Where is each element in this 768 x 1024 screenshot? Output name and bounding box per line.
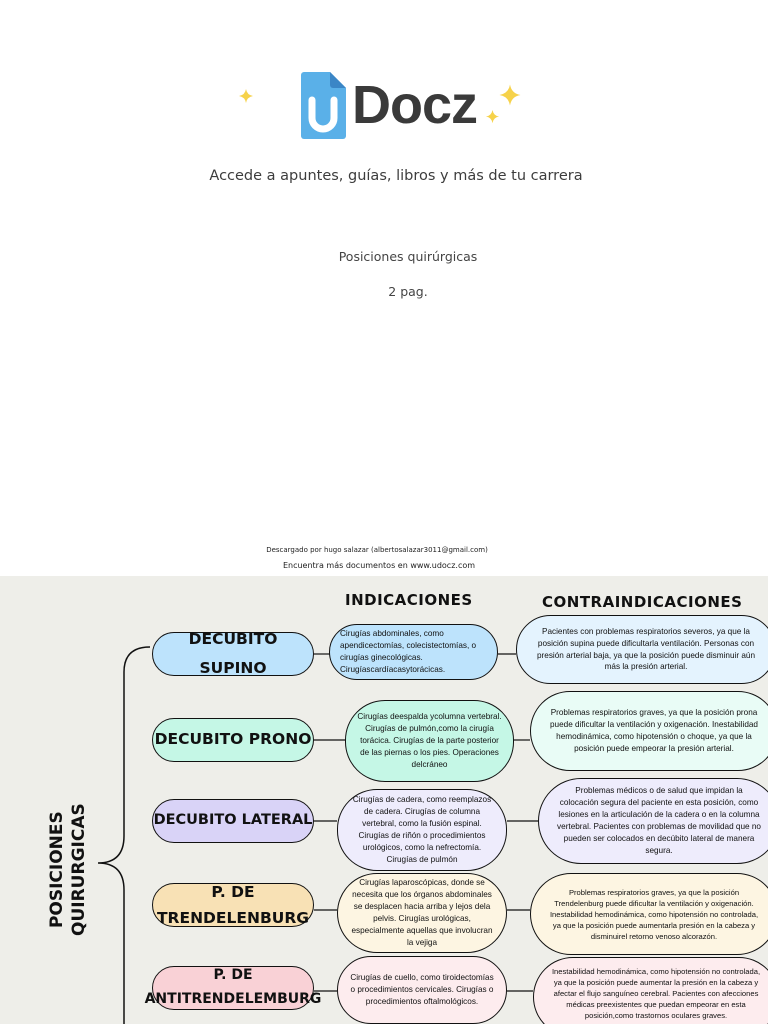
page-count: 2 pag. [388, 284, 428, 299]
document-icon [300, 70, 348, 140]
root-label [46, 803, 90, 936]
sparkle-icon [238, 88, 254, 104]
position-antitrendelenburg[interactable]: P. DE ANTITRENDELEMBURG [152, 966, 314, 1010]
contraindications-prono: Problemas respiratorios graves, ya que la posición prona puede dificultar la ventilación y oxigenación. Inestabilidad hemodinámica, como hipotensión o choque, ya que la posición puede empeorar la presión arterial. [530, 691, 768, 771]
indications-trendelenburg: Cirugías laparoscópicas, donde se necesita que los órganos abdominales se desplacen hacia arriba y lejos dela pelvis. Cirugías urológicas, especialmente aquellas que involucran la vejiga [337, 873, 507, 953]
contraindications-supino: Pacientes con problemas respiratorios severos, ya que la posición supina puede dificultarla ventilación. Personas con presión arterial baja, ya que la posición puede disminuir aún más la presión arterial. [516, 615, 768, 684]
indications-prono: Cirugías deespalda ycolumna vertebral. Cirugías de pulmón,como la cirugía torácica. Cirugías de la parte posterior de las piernas o los pies. Operaciones delcráneo [345, 700, 514, 782]
position-decubito-lateral[interactable]: DECUBITO LATERAL [152, 799, 314, 843]
contraindications-trendelenburg: Problemas respiratorios graves, ya que la posición Trendelenburg puede dificultar la ventilación y oxigenación. Inestabilidad hemodinámica, como hipotensión no controlada, ya que la posición puede aumentarla presión en la cabeza y disminuirel retorno venoso alcorazón. [530, 873, 768, 955]
sparkle-icon [485, 109, 500, 124]
position-trendelenburg[interactable]: P. DE TRENDELENBURG [152, 883, 314, 927]
document-title[interactable]: Posiciones quirúrgicas [338, 249, 478, 264]
indications-lateral: Cirugías de cadera, como reemplazos de cadera. Cirugías de columna vertebral, como la fusión espinal. Cirugías de riñón o procedimientos urológicos, como la nefrectomía. Cirugías de pulmón [337, 789, 507, 871]
contraindications-antitrendelenburg: Inestabilidad hemodinámica, como hipotensión no controlada, ya que la posición puede aumentar la presión en la cabeza y afectar el flujo sanguíneo cerebral. Pacientes con afecciones médicas preexistentes que puedan empeorar en esta posición,como trastornos oculares graves. [533, 957, 768, 1024]
logo-wordmark: Docz [352, 75, 478, 135]
contraindications-header: CONTRAINDICACIONES [542, 593, 743, 611]
root-label-line: POSICIONES [47, 811, 67, 929]
more-documents-link[interactable]: Encuentra más documentos en www.udocz.com [282, 561, 476, 570]
position-decubito-supino[interactable]: DECUBITO SUPINO [152, 632, 314, 676]
position-decubito-prono[interactable]: DECUBITO PRONO [152, 718, 314, 762]
download-note: Descargado por hugo salazar (albertosalazar3011@gmail.com) [266, 546, 488, 554]
concept-map [0, 576, 768, 1024]
indications-supino: Cirugías abdominales, como apendicectomías, colecistectomías, o cirugías ginecológicas. Cirugíascardíacasytorácicas. [329, 624, 498, 680]
root-label-line: QUIRURGICAS [69, 803, 89, 936]
udocz-logo[interactable] [300, 70, 477, 140]
indications-header: INDICACIONES [345, 591, 473, 609]
sparkle-icon [498, 83, 522, 107]
indications-antitrendelenburg: Cirugías de cuello, como tiroidectomías o procedimientos cervicales. Cirugías o procedimientos oftalmológicos. [337, 956, 507, 1024]
contraindications-lateral: Problemas médicos o de salud que impidan la colocación segura del paciente en esta posición, como lesiones en la articulación de la cadera o en la columna vertebral. Pacientes con problemas de movilidad que no pueden ser colocados en decúbito lateral de manera segura. [538, 778, 768, 864]
tagline: Accede a apuntes, guías, libros y más de tu carrera [209, 168, 583, 184]
